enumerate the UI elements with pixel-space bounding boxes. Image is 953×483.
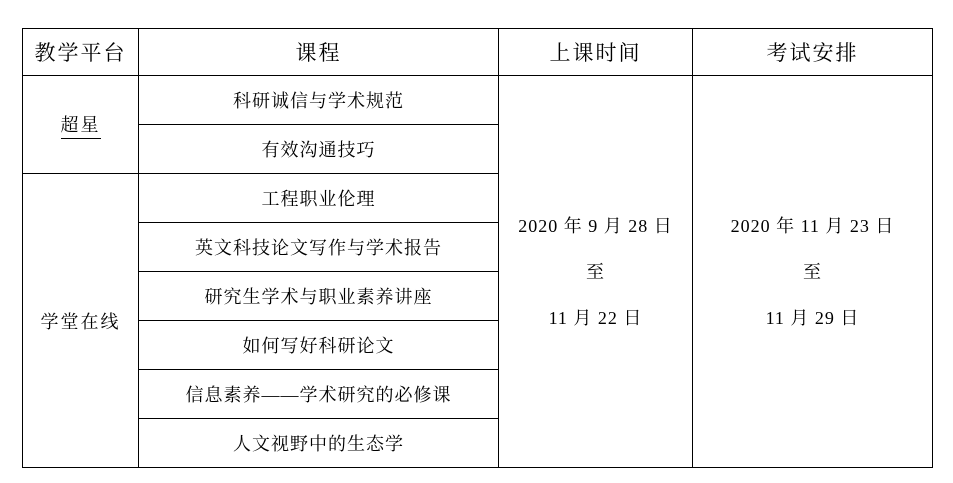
course-cell: 研究生学术与职业素养讲座 [139,272,499,321]
platform-label: 超星 [61,111,101,139]
course-cell: 有效沟通技巧 [139,125,499,174]
course-schedule-table [22,28,933,468]
table-header-row [23,29,933,76]
course-cell: 如何写好科研论文 [139,321,499,370]
class-time-line-1: 2020 年 9 月 28 日 [518,215,673,236]
header-platform: 教学平台 [23,29,139,76]
exam-schedule-cell [693,76,933,468]
exam-schedule-line-2: 至 [803,261,822,282]
table-row [23,76,933,125]
class-time-line-2: 至 [586,261,605,282]
course-cell: 科研诚信与学术规范 [139,76,499,125]
course-cell: 工程职业伦理 [139,174,499,223]
course-cell: 信息素养——学术研究的必修课 [139,370,499,419]
course-cell: 英文科技论文写作与学术报告 [139,223,499,272]
class-time-line-3: 11 月 22 日 [548,307,643,328]
class-time-cell [499,76,693,468]
header-course: 课程 [139,29,499,76]
course-cell: 人文视野中的生态学 [139,419,499,468]
platform-cell-xuetangonline [23,174,139,468]
header-exam-schedule: 考试安排 [693,29,933,76]
platform-label: 学堂在线 [40,311,121,332]
exam-schedule-line-1: 2020 年 11 月 23 日 [730,215,895,236]
platform-cell-chaoxing [23,76,139,174]
exam-schedule-line-3: 11 月 29 日 [765,307,860,328]
header-class-time: 上课时间 [499,29,693,76]
